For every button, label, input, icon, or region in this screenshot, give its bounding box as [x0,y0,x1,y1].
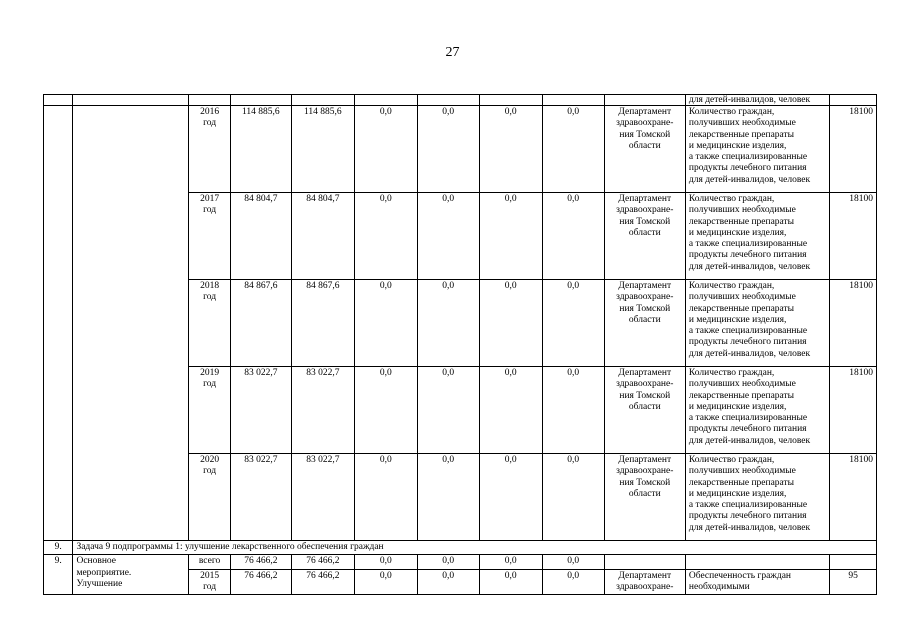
target-cell: 18100 [830,193,877,280]
task-row [44,541,877,555]
indicator-cell-line: Количество граждан, [688,368,775,378]
empty-cell [685,555,829,569]
year-cell-line: 2020 [200,455,220,465]
indicator-cell-line: лекарственные препараты [688,129,795,140]
department-cell [604,280,685,367]
year-cell-line: год [203,466,217,477]
target-cell: 18100 [830,106,877,193]
value-cell: 0,0 [417,569,479,595]
indicator-cell-line: получивших необходимые [688,379,796,390]
value-cell: 0,0 [542,555,604,569]
value-cell: 0,0 [542,193,604,280]
indicator-cell-line: а также специализированные [688,413,808,424]
regional-budget-cell: 114 885,6 [291,106,354,193]
total-cell: 83 022,7 [230,367,291,454]
value-cell: 0,0 [354,106,417,193]
regional-budget-cell: 76 466,2 [291,555,354,569]
target-cell: 18100 [830,280,877,367]
indicator-cell-line: продукты лечебного питания [688,337,807,348]
main-event-name-cell [73,555,189,595]
indicator-cell-line: получивших необходимые [688,466,796,477]
department-cell-line: ния Томской [619,390,671,401]
department-cell [604,367,685,454]
indicator-cell-line: необходимыми [688,581,750,592]
empty-cell [830,555,877,569]
target-cell: 18100 [830,367,877,454]
regional-budget-cell: 83 022,7 [291,454,354,541]
regional-budget-cell: 84 804,7 [291,193,354,280]
year-cell [189,193,231,280]
indicator-cell-line: продукты лечебного питания [688,163,807,174]
value-cell: 0,0 [479,367,542,454]
table-row [44,555,877,569]
empty-cell [830,95,877,106]
value-cell: 0,0 [542,367,604,454]
value-cell: 0,0 [417,280,479,367]
indicator-cell [685,569,829,595]
indicator-cell-line: продукты лечебного питания [688,511,807,522]
value-cell: 0,0 [417,106,479,193]
empty-cell [542,95,604,106]
indicator-cell-line: лекарственные препараты [688,477,795,488]
indicator-cell-line: Количество граждан, [688,194,775,204]
indicator-cell-line: а также специализированные [688,152,808,163]
task-number-cell: 9. [44,541,73,555]
number-cell [44,106,73,541]
indicator-cell [685,280,829,367]
value-cell: 0,0 [479,193,542,280]
main-event-name-cell-line: Основное [76,556,117,567]
department-cell-line: области [628,314,661,325]
year-cell-line: 2019 [200,368,220,378]
year-cell-line: 2017 [200,194,220,204]
department-cell-line: Департамент [618,570,672,581]
indicator-cell-line: лекарственные препараты [688,216,795,227]
value-cell: 0,0 [354,280,417,367]
value-cell: 0,0 [354,193,417,280]
department-cell [604,454,685,541]
indicator-cell-line: а также специализированные [688,500,808,511]
total-cell: 84 804,7 [230,193,291,280]
department-cell-line: ния Томской [619,129,671,140]
indicator-cell-line: получивших необходимые [688,292,796,303]
year-cell-line: 2018 [200,281,220,291]
department-cell-line: Департамент [618,455,672,465]
year-cell [189,106,231,193]
department-cell [604,569,685,595]
department-cell-line: области [628,140,661,151]
department-cell-line: области [628,488,661,499]
table-body [44,95,877,595]
indicator-cell-line: и медицинские изделия, [688,140,787,151]
main-event-number-cell: 9. [44,555,73,595]
department-cell [604,106,685,193]
total-cell: 84 867,6 [230,280,291,367]
value-cell: 0,0 [354,555,417,569]
indicator-cell [685,106,829,193]
indicator-cell-line: Обеспеченность граждан [688,570,791,581]
department-cell-line: области [628,401,661,412]
year-cell-line: год [203,118,217,129]
value-cell: 0,0 [479,569,542,595]
indicator-cell-line: для детей-инвалидов, человек [688,522,811,533]
department-cell-line: области [628,227,661,238]
empty-cell [44,95,73,106]
task-text-cell: Задача 9 подпрограммы 1: улучшение лекарственного обеспечения граждан [73,541,877,555]
year-cell [189,280,231,367]
page-number: 27 [445,45,460,60]
year-cell-line: год [203,292,217,303]
year-cell [189,454,231,541]
empty-cell [73,95,189,106]
regional-budget-cell: 76 466,2 [291,569,354,595]
empty-cell [479,95,542,106]
department-cell-line: здравоохране- [616,292,674,303]
year-cell-line: 2016 [200,107,220,117]
value-cell: 0,0 [542,280,604,367]
empty-cell [604,95,685,106]
department-cell-line: Департамент [618,281,672,291]
regional-budget-cell: 83 022,7 [291,367,354,454]
indicator-cell [685,454,829,541]
indicator-cell-line: получивших необходимые [688,205,796,216]
table-row [44,106,877,193]
value-cell: 0,0 [354,569,417,595]
value-cell: 0,0 [479,454,542,541]
indicator-cell-line: и медицинские изделия, [688,401,787,412]
department-cell-line: здравоохране- [616,118,674,129]
indicator-cell-line: продукты лечебного питания [688,424,807,435]
main-event-name-cell-line: Улучшение [76,578,123,589]
value-cell: 0,0 [417,555,479,569]
year-cell [189,367,231,454]
indicator-cell-line: и медицинские изделия, [688,227,787,238]
continuation-row [44,95,877,106]
value-cell: 0,0 [542,106,604,193]
indicator-cell-line: для детей-инвалидов, человек [688,174,811,185]
department-cell-line: ния Томской [619,303,671,314]
total-cell: 76 466,2 [230,569,291,595]
empty-cell [604,555,685,569]
indicator-cell [685,193,829,280]
program-table [43,94,877,595]
empty-cell [354,95,417,106]
year-cell-line: год [203,205,217,216]
department-cell-line: ния Томской [619,216,671,227]
value-cell: 0,0 [479,106,542,193]
indicator-cell-line: а также специализированные [688,326,808,337]
indicator-cell-line: и медицинские изделия, [688,488,787,499]
department-cell-line: здравоохране- [616,466,674,477]
year-cell-line: год [203,581,217,592]
indicator-cell-line: получивших необходимые [688,118,796,129]
indicator-cell-line: для детей-инвалидов, человек [688,348,811,359]
indicator-cell-line: лекарственные препараты [688,390,795,401]
main-event-name-cell-line: мероприятие. [76,567,132,578]
department-cell-line: Департамент [618,368,672,378]
department-cell-line: здравоохране- [616,379,674,390]
indicator-cell [685,367,829,454]
value-cell: 0,0 [417,193,479,280]
target-cell: 18100 [830,454,877,541]
indicator-cell-line: для детей-инвалидов, человек [688,261,811,272]
value-cell: 0,0 [542,454,604,541]
indicator-cell-line: для детей-инвалидов, человек [688,435,811,446]
value-cell: 0,0 [354,367,417,454]
value-cell: 0,0 [479,555,542,569]
department-cell-line: Департамент [618,194,672,204]
target-cell: 95 [830,569,877,595]
empty-cell [230,95,291,106]
department-cell-line: здравоохране- [616,581,674,592]
year-cell-line: 2015 [200,570,220,581]
department-cell-line: ния Томской [619,477,671,488]
empty-cell [291,95,354,106]
year-cell-line: год [203,379,217,390]
year-cell [189,569,231,595]
indicator-cell-line: и медицинские изделия, [688,314,787,325]
indicator-cell-line: продукты лечебного питания [688,250,807,261]
regional-budget-cell: 84 867,6 [291,280,354,367]
total-cell: 114 885,6 [230,106,291,193]
empty-cell [417,95,479,106]
event-name-cell [73,106,189,541]
total-cell: 83 022,7 [230,454,291,541]
total-cell: 76 466,2 [230,555,291,569]
indicator-cell: для детей-инвалидов, человек [685,95,829,106]
indicator-cell-line: Количество граждан, [688,281,775,291]
value-cell: 0,0 [354,454,417,541]
department-cell-line: здравоохране- [616,205,674,216]
empty-cell [189,95,231,106]
value-cell: 0,0 [542,569,604,595]
department-cell [604,193,685,280]
value-cell: 0,0 [479,280,542,367]
period-cell: всего [189,555,231,569]
indicator-cell-line: а также специализированные [688,239,808,250]
value-cell: 0,0 [417,454,479,541]
department-cell-line: Департамент [618,107,672,117]
indicator-cell-line: лекарственные препараты [688,303,795,314]
value-cell: 0,0 [417,367,479,454]
indicator-cell-line: Количество граждан, [688,107,775,117]
indicator-cell-line: Количество граждан, [688,455,775,465]
